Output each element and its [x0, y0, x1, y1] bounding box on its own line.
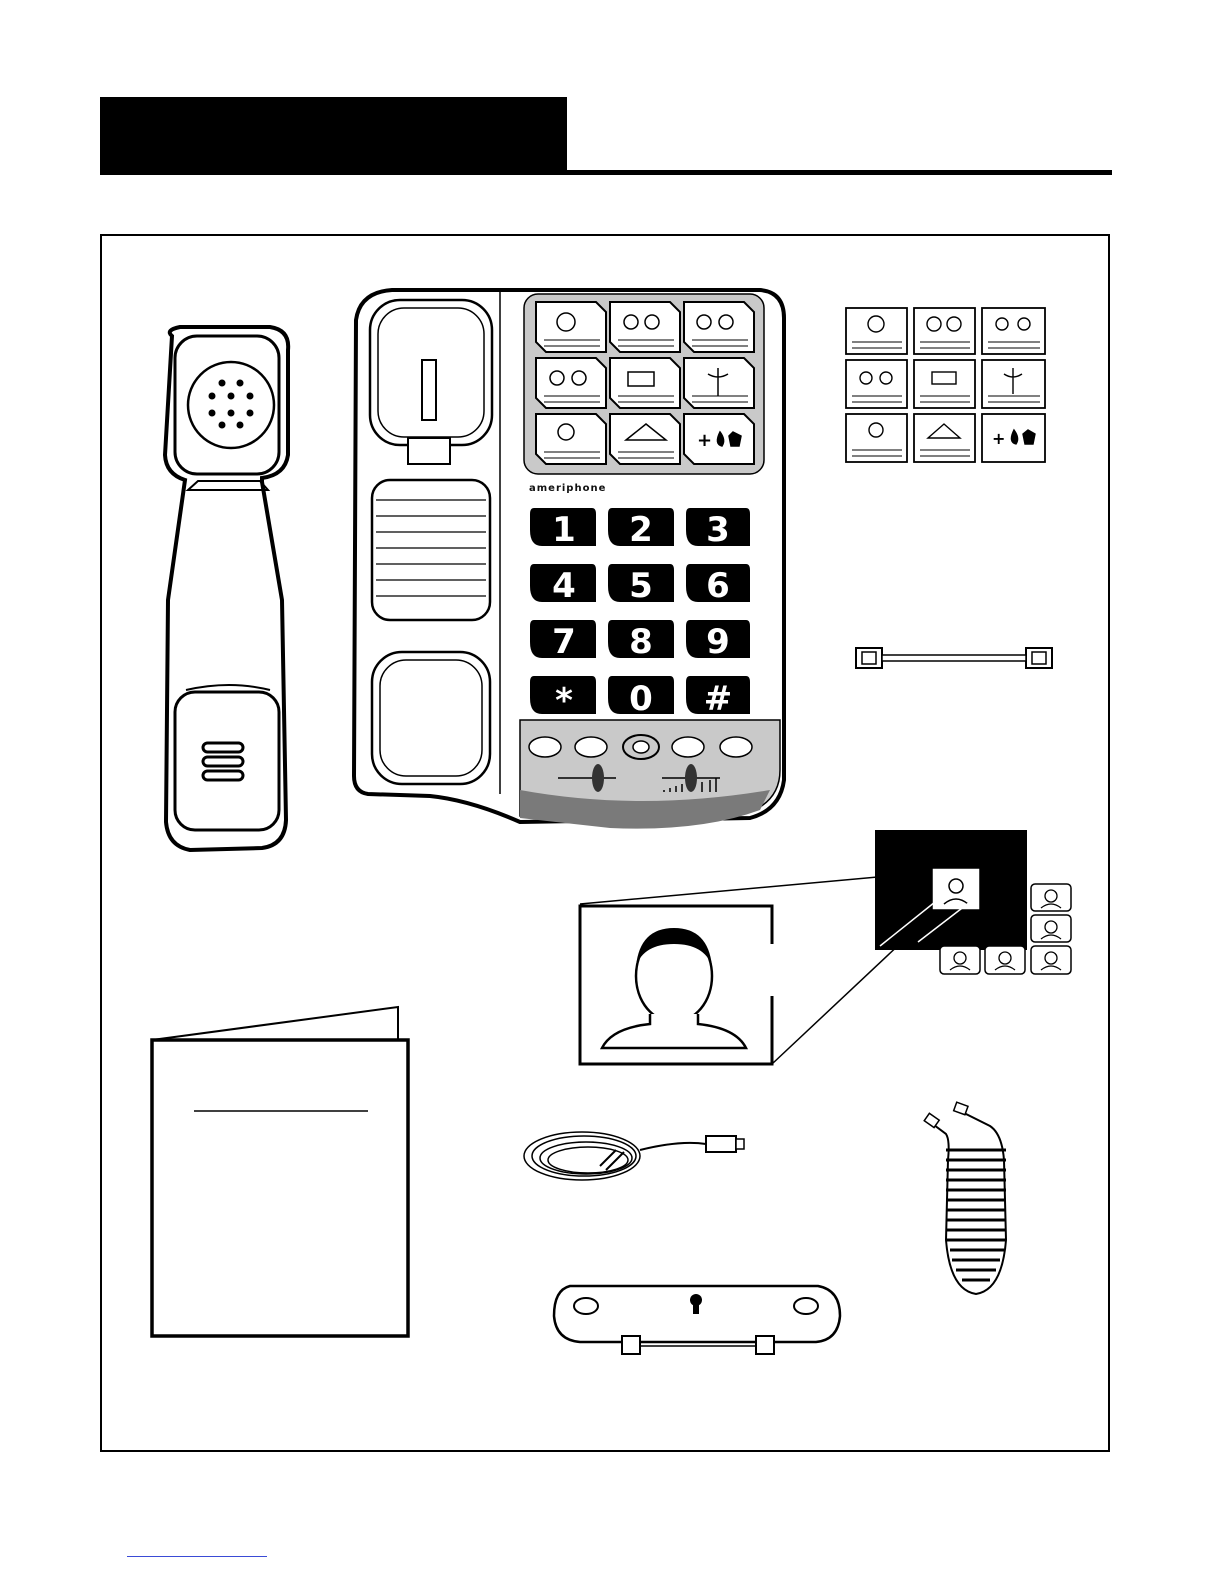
phone-brand-label: ameriphone — [529, 483, 607, 494]
key-1-label: 1 — [552, 510, 576, 550]
line-cord-bundle — [524, 1132, 744, 1180]
key-7-label: 7 — [552, 622, 576, 662]
user-manual — [152, 1007, 408, 1336]
svg-text:+: + — [992, 429, 1006, 448]
key-5-label: 5 — [629, 566, 653, 606]
coiled-handset-cord — [924, 1102, 1006, 1294]
wall-mount-bracket — [554, 1286, 840, 1354]
key-9-label: 9 — [706, 622, 730, 662]
line-cord-short — [856, 648, 1052, 668]
key-star-label: * — [555, 681, 573, 721]
key-4-label: 4 — [552, 566, 576, 606]
key-3-label: 3 — [706, 510, 730, 550]
footer-link-underline — [127, 1556, 267, 1557]
key-0-label: 0 — [629, 679, 653, 719]
mouthpiece-slots — [203, 743, 243, 780]
key-6-label: 6 — [706, 566, 730, 606]
svg-text:+: + — [697, 430, 713, 451]
key-hash-label: # — [703, 679, 733, 719]
key-8-label: 8 — [629, 622, 653, 662]
earpiece-holes — [209, 380, 254, 429]
key-2-label: 2 — [629, 510, 653, 550]
